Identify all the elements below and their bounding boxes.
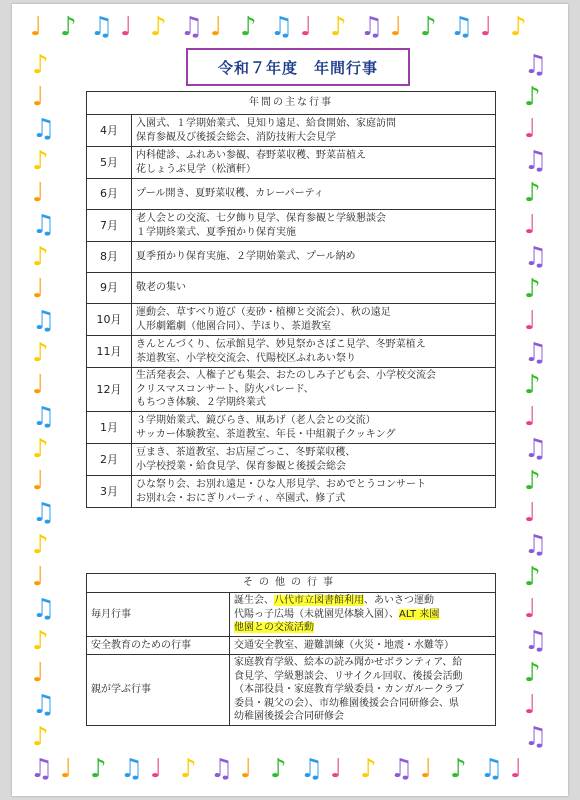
music-note-icon: ♩ <box>32 274 45 304</box>
music-note-icon: ♪ <box>32 626 49 656</box>
event-line: 生活発表会、人権子ども集会、おたのしみ子ども会、小学校交流会 <box>136 370 436 382</box>
music-note-icon: ♫ <box>90 12 114 42</box>
music-note-icon: ♪ <box>524 658 541 688</box>
month-label: 6月 <box>87 179 132 210</box>
music-note-icon: ♫ <box>360 12 384 42</box>
music-note-icon: ♪ <box>32 146 49 176</box>
month-events <box>132 304 496 336</box>
music-note-icon: ♫ <box>32 114 56 144</box>
month-row <box>87 179 496 210</box>
month-label: 10月 <box>87 304 132 336</box>
event-line: 豆まき、茶道教室、お店屋ごっこ、冬野菜収穫、 <box>136 447 356 458</box>
music-note-icon: ♪ <box>32 338 49 368</box>
month-events <box>132 368 496 412</box>
event-line: 人形劇鑑劇（他園合同）、芋ほり、茶道教室 <box>136 320 331 332</box>
music-note-icon: ♩ <box>524 594 537 624</box>
month-events <box>132 242 496 273</box>
month-row <box>87 476 496 508</box>
event-line: プール開き、夏野菜収穫、カレーパーティ <box>136 188 324 200</box>
music-note-icon: ♫ <box>524 146 548 176</box>
event-line: クリスマスコンサート、防火パレード、 <box>136 383 314 395</box>
other-row-parents <box>87 655 496 726</box>
music-note-icon: ♫ <box>270 12 294 42</box>
music-note-icon: ♩ <box>120 12 133 42</box>
highlight-alt: ALT 来園 <box>399 608 440 620</box>
month-row <box>87 273 496 304</box>
music-note-icon: ♩ <box>300 12 313 42</box>
music-note-icon: ♩ <box>524 210 537 240</box>
music-note-icon: ♪ <box>32 50 49 80</box>
highlight-exchange: 他園との交流活動 <box>234 622 314 633</box>
music-note-icon: ♩ <box>150 754 163 784</box>
music-note-icon: ♫ <box>210 754 234 784</box>
music-note-icon: ♪ <box>524 562 541 592</box>
event-line: お別れ会・おにぎりパーティ、卒園式、修了式 <box>136 492 346 504</box>
month-label: 5月 <box>87 147 132 179</box>
other-events-monthly: 誕生会、八代市立図書館利用、あいさつ運動 代陽っ子広場（未就園児体験入園）、ALT 来園 他園との交流活動 <box>230 593 496 637</box>
month-label: 2月 <box>87 444 132 476</box>
music-note-icon: ♫ <box>30 754 54 784</box>
music-note-icon: ♫ <box>32 498 56 528</box>
music-note-icon: ♪ <box>32 434 49 464</box>
music-note-icon: ♪ <box>32 242 49 272</box>
other-label-safety: 安全教育のための行事 <box>87 636 230 655</box>
music-note-icon: ♩ <box>32 466 45 496</box>
month-row <box>87 115 496 147</box>
month-row <box>87 242 496 273</box>
month-label: 12月 <box>87 368 132 412</box>
month-label: 8月 <box>87 242 132 273</box>
music-note-icon: ♪ <box>420 12 437 42</box>
event-line: 小学校授業・給食見学、保育参観と後援会総会 <box>136 460 346 472</box>
music-note-icon: ♪ <box>60 12 77 42</box>
music-note-icon: ♫ <box>450 12 474 42</box>
music-note-icon: ♪ <box>32 722 49 752</box>
month-label: 7月 <box>87 210 132 242</box>
music-note-icon: ♩ <box>420 754 433 784</box>
music-note-icon: ♪ <box>150 12 167 42</box>
music-note-icon: ♪ <box>524 466 541 496</box>
document-page <box>12 4 568 796</box>
music-note-icon: ♫ <box>524 50 548 80</box>
event-line: 花しょうぶ見学（松濱軒） <box>136 163 256 175</box>
other-events-table <box>86 573 496 726</box>
page-title: 令和７年度 年間行事 <box>186 48 410 86</box>
other-label-monthly: 毎月行事 <box>87 593 230 637</box>
month-events <box>132 210 496 242</box>
month-label: 3月 <box>87 476 132 508</box>
music-note-icon: ♩ <box>480 12 493 42</box>
music-note-icon: ♫ <box>32 402 56 432</box>
music-note-icon: ♩ <box>32 370 45 400</box>
month-events <box>132 273 496 304</box>
music-note-icon: ♪ <box>32 530 49 560</box>
event-line: 入園式、１学期始業式、見知り遠足、給食開始、家庭訪問 <box>136 118 396 129</box>
music-note-icon: ♩ <box>60 754 73 784</box>
other-table-header: その他の行事 <box>87 574 496 593</box>
event-line: 保育参観及び後援会総会、消防技術大会見学 <box>136 131 336 143</box>
annual-events-table <box>86 91 496 508</box>
month-row <box>87 444 496 476</box>
event-line: きんとんづくり、伝承館見学、妙見祭かさぼこ見学、冬野菜植え <box>136 339 426 350</box>
music-note-icon: ♫ <box>524 434 548 464</box>
music-note-icon: ♪ <box>90 754 107 784</box>
music-note-icon: ♩ <box>524 114 537 144</box>
music-note-icon: ♩ <box>32 562 45 592</box>
music-note-icon: ♩ <box>32 658 45 688</box>
music-note-icon: ♪ <box>524 178 541 208</box>
event-line: もちつき体験、２学期終業式 <box>136 397 266 409</box>
music-note-icon: ♪ <box>510 12 527 42</box>
event-line: 運動会、草すべり遊び（麦砂・植柳と交流会）、秋の遠足 <box>136 307 391 318</box>
music-note-icon: ♫ <box>32 594 56 624</box>
music-note-icon: ♫ <box>524 338 548 368</box>
month-row <box>87 412 496 444</box>
music-note-icon: ♪ <box>360 754 377 784</box>
music-note-icon: ♪ <box>270 754 287 784</box>
music-note-icon: ♫ <box>120 754 144 784</box>
other-row-safety <box>87 636 496 655</box>
month-label: 1月 <box>87 412 132 444</box>
month-events <box>132 476 496 508</box>
event-line: 内科健診、ふれあい参観、春野菜収穫、野菜苗植え <box>136 150 366 161</box>
other-events-safety: 交通安全教室、避難訓練（火災・地震・水難等） <box>230 636 496 655</box>
music-note-icon: ♫ <box>524 530 548 560</box>
music-note-icon: ♪ <box>524 274 541 304</box>
month-row <box>87 147 496 179</box>
month-events <box>132 147 496 179</box>
event-line: ３学期始業式、鏡びらき、凧あげ（老人会との交流） <box>136 415 376 426</box>
music-note-icon: ♫ <box>390 754 414 784</box>
music-note-icon: ♪ <box>450 754 467 784</box>
month-row <box>87 368 496 412</box>
event-line: サッカー体験教室、茶道教室、年長・中組親子クッキング <box>136 428 396 440</box>
month-row <box>87 304 496 336</box>
event-line: 夏季預かり保育実施、２学期始業式、プール納め <box>136 251 356 263</box>
music-note-icon: ♪ <box>524 370 541 400</box>
music-note-icon: ♫ <box>300 754 324 784</box>
event-line: 茶道教室、小学校交流会、代陽校区ふれあい祭り <box>136 352 356 364</box>
music-note-icon: ♫ <box>524 722 548 752</box>
event-line: ひな祭り会、お別れ遠足・ひな人形見学、おめでとうコンサート <box>136 479 426 490</box>
month-label: 11月 <box>87 336 132 368</box>
music-note-icon: ♩ <box>510 754 523 784</box>
music-note-icon: ♩ <box>32 178 45 208</box>
music-note-icon: ♫ <box>524 242 548 272</box>
music-note-icon: ♩ <box>524 498 537 528</box>
music-note-icon: ♪ <box>180 754 197 784</box>
music-note-icon: ♩ <box>240 754 253 784</box>
music-note-icon: ♫ <box>32 690 56 720</box>
month-events <box>132 179 496 210</box>
music-note-icon: ♩ <box>524 690 537 720</box>
month-events <box>132 336 496 368</box>
main-table-header: 年間の主な行事 <box>87 92 496 115</box>
month-events <box>132 115 496 147</box>
music-note-icon: ♪ <box>240 12 257 42</box>
music-note-icon: ♫ <box>32 306 56 336</box>
other-events-parents: 家庭教育学級、絵本の読み聞かせボランティア、給 食見学、学級懇談会、リサイクル回収、後援会活動 （本部役員・家庭教育学級委員・カンガルークラブ 委員・親父の会）、市幼稚園後援会合同研修会、県 幼稚園後援会合同研修会 <box>230 655 496 726</box>
music-note-icon: ♩ <box>330 754 343 784</box>
month-label: 9月 <box>87 273 132 304</box>
music-note-icon: ♩ <box>32 82 45 112</box>
music-note-icon: ♪ <box>330 12 347 42</box>
month-row <box>87 336 496 368</box>
month-row <box>87 210 496 242</box>
other-row-monthly <box>87 593 496 637</box>
music-note-icon: ♫ <box>32 210 56 240</box>
music-note-icon: ♪ <box>524 82 541 112</box>
music-note-icon: ♩ <box>524 306 537 336</box>
event-line: １学期終業式、夏季預かり保育実施 <box>136 226 296 238</box>
music-note-icon: ♫ <box>524 626 548 656</box>
other-label-parents: 親が学ぶ行事 <box>87 655 230 726</box>
music-note-icon: ♩ <box>210 12 223 42</box>
music-note-icon: ♫ <box>180 12 204 42</box>
music-note-icon: ♩ <box>30 12 43 42</box>
month-events <box>132 444 496 476</box>
music-note-icon: ♩ <box>390 12 403 42</box>
music-note-icon: ♫ <box>480 754 504 784</box>
event-line: 老人会との交流、七夕飾り見学、保育参観と学級懇談会 <box>136 213 386 224</box>
event-line: 敬老の集い <box>136 282 186 294</box>
highlight-library: 八代市立図書館利用 <box>274 595 364 606</box>
music-note-icon: ♩ <box>524 402 537 432</box>
month-events <box>132 412 496 444</box>
month-label: 4月 <box>87 115 132 147</box>
